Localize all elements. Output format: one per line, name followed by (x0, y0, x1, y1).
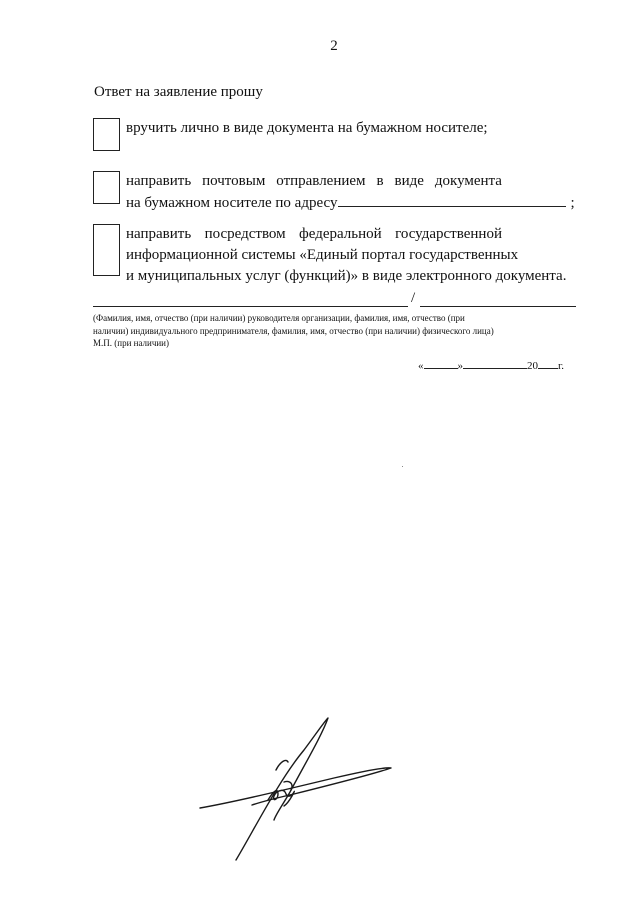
year-suffix: г. (558, 360, 565, 372)
signature-caption (93, 312, 581, 338)
date-close-quote: » (457, 360, 463, 372)
by-mail-line-1-text-word: в (376, 173, 384, 189)
year-field[interactable] (538, 358, 558, 369)
electronic-line-1-text-word: направить (126, 226, 192, 242)
by-mail-line-1-text-word: виде (394, 173, 424, 189)
signature-line[interactable] (420, 306, 576, 307)
option-in-person-line-1: вручить лично в виде документа на бумажном носителе; (126, 120, 488, 136)
checkbox-in-person[interactable] (93, 118, 120, 151)
checkbox-by-mail[interactable] (93, 171, 120, 204)
by-mail-line-1-text-word: отправлением (276, 173, 366, 189)
stamp-note: М.П. (при наличии) (93, 338, 169, 348)
option-electronic-line-2: информационной системы «Единый портал государственных (126, 247, 519, 263)
request-intro: Ответ на заявление прошу (94, 84, 263, 100)
option-by-mail-line-1 (126, 171, 502, 192)
option-electronic-line-3: и муниципальных услуг (функций)» в виде электронного документа. (126, 268, 567, 284)
electronic-line-1-text-word: федеральной (299, 226, 382, 242)
checkbox-electronic[interactable] (93, 224, 120, 276)
option-electronic-line-1 (126, 224, 502, 245)
year-prefix: 20 (527, 360, 538, 372)
electronic-line-1-text-word: государственной (395, 226, 502, 242)
date-row (418, 358, 564, 372)
by-mail-line-1-text-word: документа (434, 173, 502, 189)
option-by-mail-text (126, 171, 575, 214)
by-mail-line-1-text-word: направить (126, 173, 192, 189)
signature-separator: / (411, 290, 416, 306)
page-number: 2 (330, 38, 338, 54)
option-by-mail-line-2 (126, 192, 575, 214)
by-mail-line-1-text-word: почтовым (202, 173, 266, 189)
electronic-line-1-text-word: посредством (204, 226, 286, 242)
caption-line-1: (Фамилия, имя, отчество (при наличии) руководителя организации, фамилия, имя, отчество (при (93, 313, 465, 323)
date-open-quote: « (418, 360, 424, 372)
address-field-line[interactable] (338, 192, 566, 207)
signature-name-line[interactable] (93, 306, 408, 307)
by-mail-line-2-text: на бумажном носителе по адресу (126, 195, 338, 211)
day-field[interactable] (424, 358, 458, 369)
address-terminator: ; (570, 195, 575, 211)
scan-speck (402, 466, 403, 467)
option-electronic-text (126, 224, 566, 287)
option-in-person-text (126, 118, 488, 139)
handwritten-signature (194, 710, 399, 870)
month-field[interactable] (463, 358, 527, 369)
caption-line-2: наличии) индивидуального предпринимателя, фамилия, имя, отчество (при наличии) физического лица) (93, 326, 494, 336)
